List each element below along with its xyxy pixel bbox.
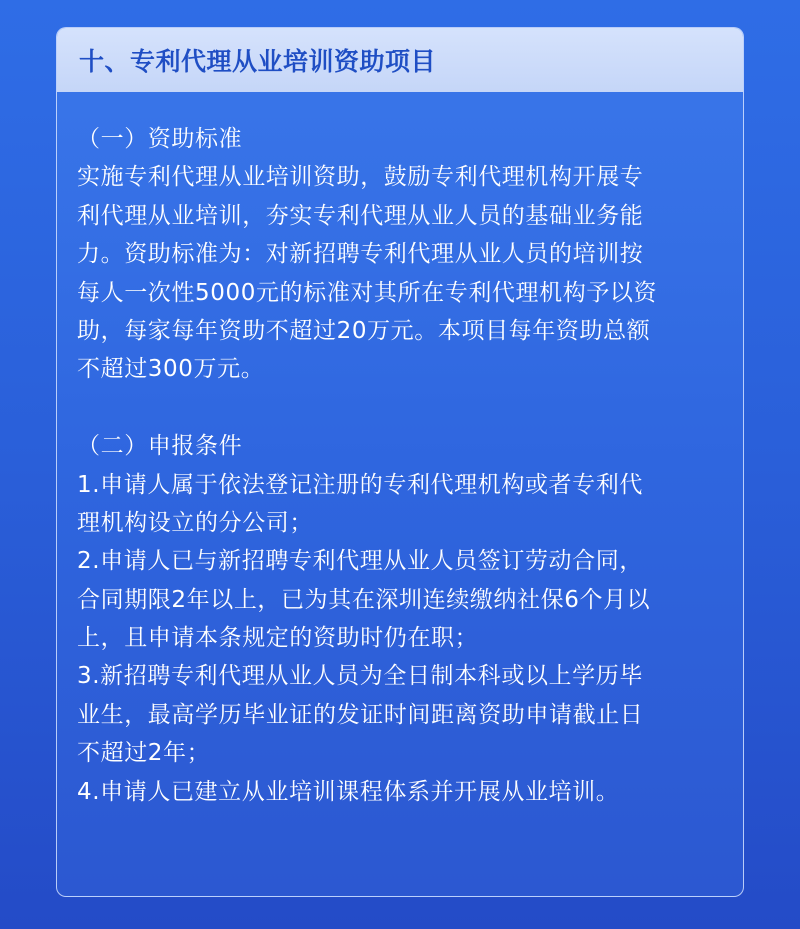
condition-line: 2.申请人已与新招聘专利代理从业人员签订劳动合同， — [77, 548, 643, 575]
card-title: 十、专利代理从业培训资助项目 — [79, 47, 437, 76]
section-heading-standard: （一）资助标准 — [77, 126, 243, 152]
condition-line: 1.申请人属于依法登记注册的专利代理机构或者专利代 — [77, 471, 643, 498]
content-card — [56, 27, 744, 897]
section-heading-conditions: （二）申报条件 — [77, 433, 243, 460]
condition-line: 3.新招聘专利代理从业人员为全日制本科或以上学历毕 — [77, 663, 643, 690]
condition-line: 不超过2年； — [77, 740, 211, 767]
card-header — [57, 28, 743, 92]
condition-line: 合同期限2年以上，已为其在深圳连续缴纳社保6个月以 — [77, 586, 651, 613]
condition-line: 4.申请人已建立从业培训课程体系并开展从业培训。 — [77, 778, 620, 805]
condition-line: 上，且申请本条规定的资助时仍在职； — [77, 625, 479, 652]
card-body — [57, 92, 743, 811]
paragraph-line: 实施专利代理从业培训资助，鼓励专利代理机构开展专 — [77, 164, 644, 191]
paragraph-line: 助，每家每年资助不超过20万元。本项目每年资助总额 — [77, 317, 651, 344]
paragraph-line: 不超过300万元。 — [77, 356, 265, 383]
condition-line: 业生，最高学历毕业证的发证时间距离资助申请截止日 — [77, 701, 644, 728]
paragraph-line: 每人一次性5000元的标准对其所在专利代理机构予以资 — [77, 279, 658, 306]
paragraph-line: 利代理从业培训，夯实专利代理从业人员的基础业务能 — [77, 202, 644, 229]
section-spacer — [77, 389, 723, 427]
paragraph-line: 力。资助标准为：对新招聘专利代理从业人员的培训按 — [77, 241, 644, 268]
condition-line: 理机构设立的分公司； — [77, 509, 313, 536]
